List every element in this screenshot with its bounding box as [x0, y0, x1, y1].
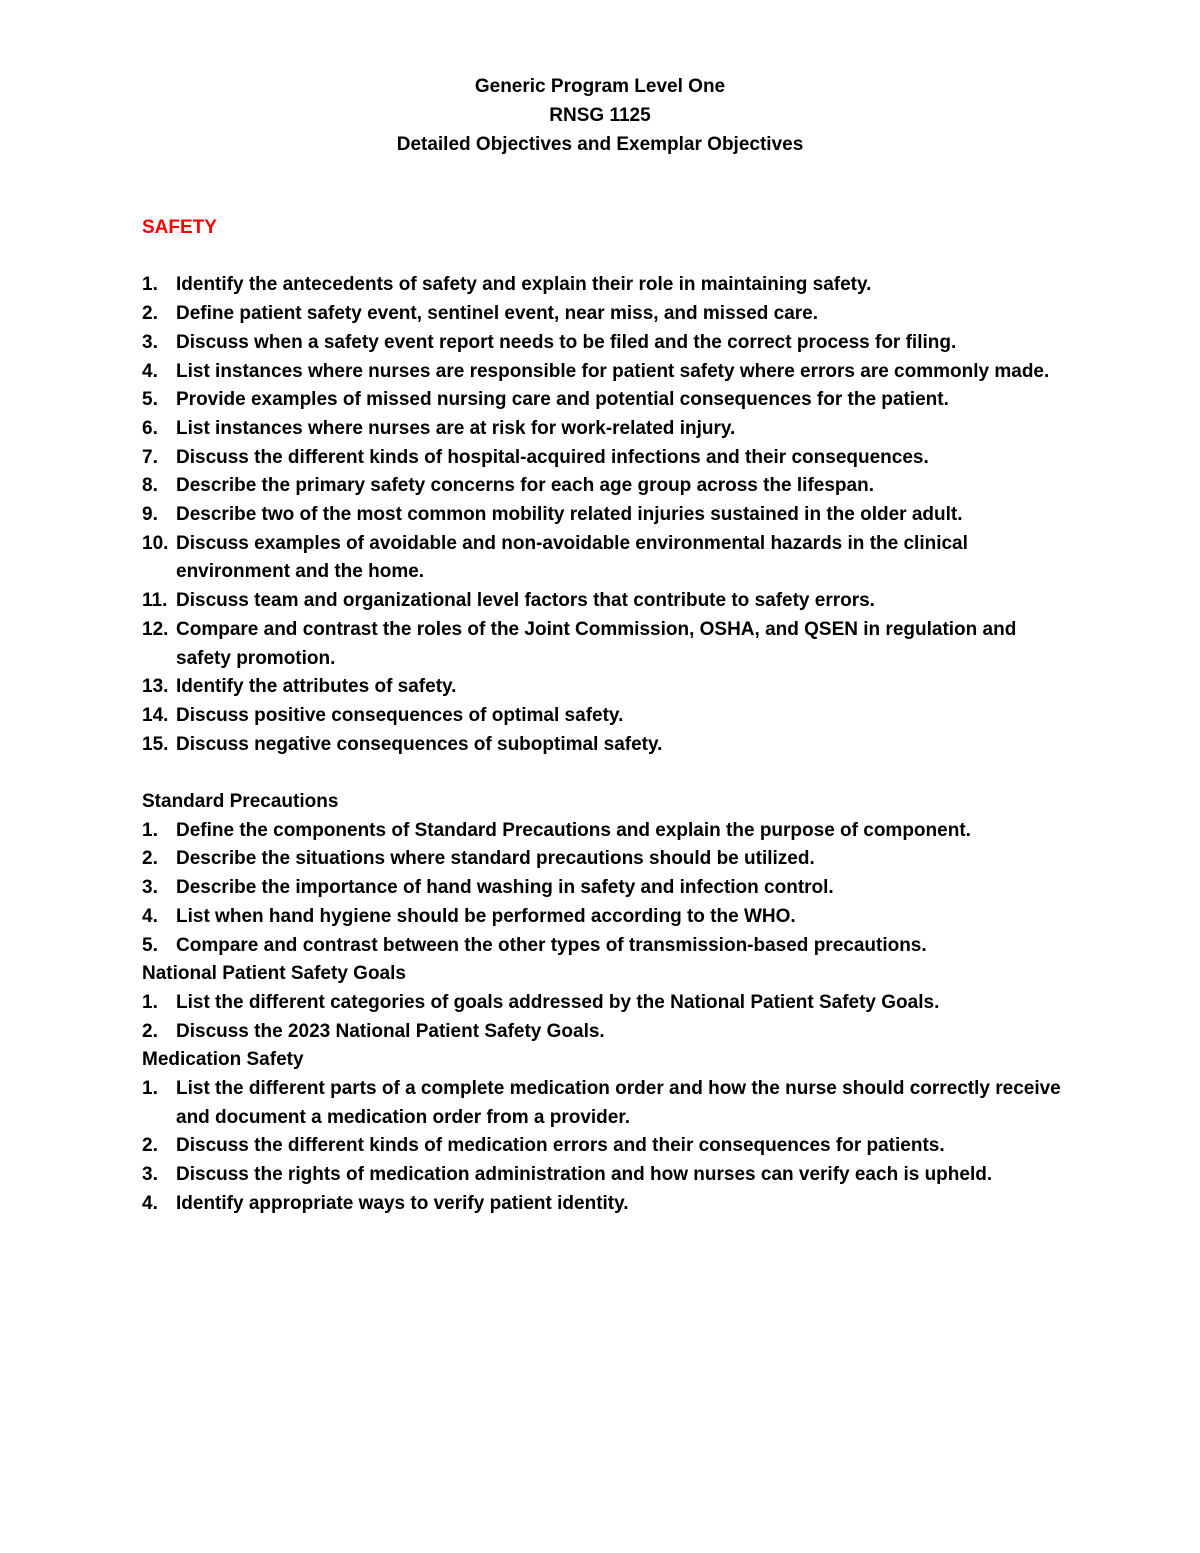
list-item: 4. Identify appropriate ways to verify patient identity.	[142, 1192, 629, 1214]
list-item: 13. Identify the attributes of safety.	[142, 676, 457, 698]
list-item: 2. Discuss the different kinds of medication errors and their consequences for patients.	[142, 1135, 945, 1157]
list-item: 8. Describe the primary safety concerns for each age group across the lifespan.	[142, 475, 874, 497]
npsg-list	[142, 989, 1072, 1046]
list-item: 3. Discuss when a safety event report needs to be filed and the correct process for filing.	[142, 331, 957, 353]
list-item: 12. Compare and contrast the roles of the Joint Commission, OSHA, and QSEN in regulation and safety promotion.	[142, 618, 1017, 669]
section-title-standard-precautions: Standard Precautions	[142, 791, 339, 813]
section-title-medication-safety: Medication Safety	[142, 1049, 304, 1071]
list-item: 4. List when hand hygiene should be performed according to the WHO.	[142, 905, 796, 927]
medication-safety-list	[142, 1075, 1072, 1219]
section-safety	[142, 214, 1072, 759]
list-item: 9. Describe two of the most common mobility related injuries sustained in the older adult.	[142, 504, 963, 526]
list-item: 11. Discuss team and organizational level factors that contribute to safety errors.	[142, 590, 875, 612]
list-item: 5. Provide examples of missed nursing care and potential consequences for the patient.	[142, 389, 949, 411]
section-medication-safety	[142, 1046, 1072, 1218]
section-title-npsg: National Patient Safety Goals	[142, 963, 406, 985]
list-item: 15. Discuss negative consequences of suboptimal safety.	[142, 733, 663, 755]
program-title: Generic Program Level One	[474, 76, 726, 97]
document-title: Detailed Objectives and Exemplar Objectives	[396, 134, 804, 155]
list-item: 1. List the different parts of a complete medication order and how the nurse should correctly receive and document a medication order from a provider.	[142, 1078, 1061, 1128]
document-header	[0, 72, 1200, 159]
section-national-patient-safety-goals	[142, 960, 1072, 1046]
list-item: 2. Discuss the 2023 National Patient Safety Goals.	[142, 1020, 605, 1042]
list-item: 1. Identify the antecedents of safety and explain their role in maintaining safety.	[142, 274, 872, 296]
section-standard-precautions	[142, 788, 1072, 960]
list-item: 7. Discuss the different kinds of hospital-acquired infections and their consequences.	[142, 446, 929, 468]
list-item: 6. List instances where nurses are at risk for work-related injury.	[142, 417, 736, 439]
standard-precautions-list	[142, 817, 1072, 961]
section-title-safety: SAFETY	[142, 217, 217, 238]
safety-objectives-list	[142, 271, 1072, 759]
list-item: 1. List the different categories of goals addressed by the National Patient Safety Goals.	[142, 991, 940, 1013]
course-code: RNSG 1125	[549, 105, 651, 126]
list-item: 14. Discuss positive consequences of optimal safety.	[142, 704, 624, 726]
list-item: 4. List instances where nurses are responsible for patient safety where errors are commonly made.	[142, 360, 1050, 382]
objectives-content	[142, 214, 1072, 1219]
list-item: 1. Define the components of Standard Precautions and explain the purpose of component.	[142, 819, 971, 841]
list-item: 3. Describe the importance of hand washing in safety and infection control.	[142, 877, 834, 899]
list-item: 2. Define patient safety event, sentinel event, near miss, and missed care.	[142, 303, 819, 325]
list-item: 5. Compare and contrast between the other types of transmission-based precautions.	[142, 934, 927, 956]
list-item: 10. Discuss examples of avoidable and non-avoidable environmental hazards in the clinical environment and the home.	[142, 532, 968, 583]
list-item: 3. Discuss the rights of medication administration and how nurses can verify each is upheld.	[142, 1164, 993, 1186]
list-item: 2. Describe the situations where standard precautions should be utilized.	[142, 848, 815, 870]
